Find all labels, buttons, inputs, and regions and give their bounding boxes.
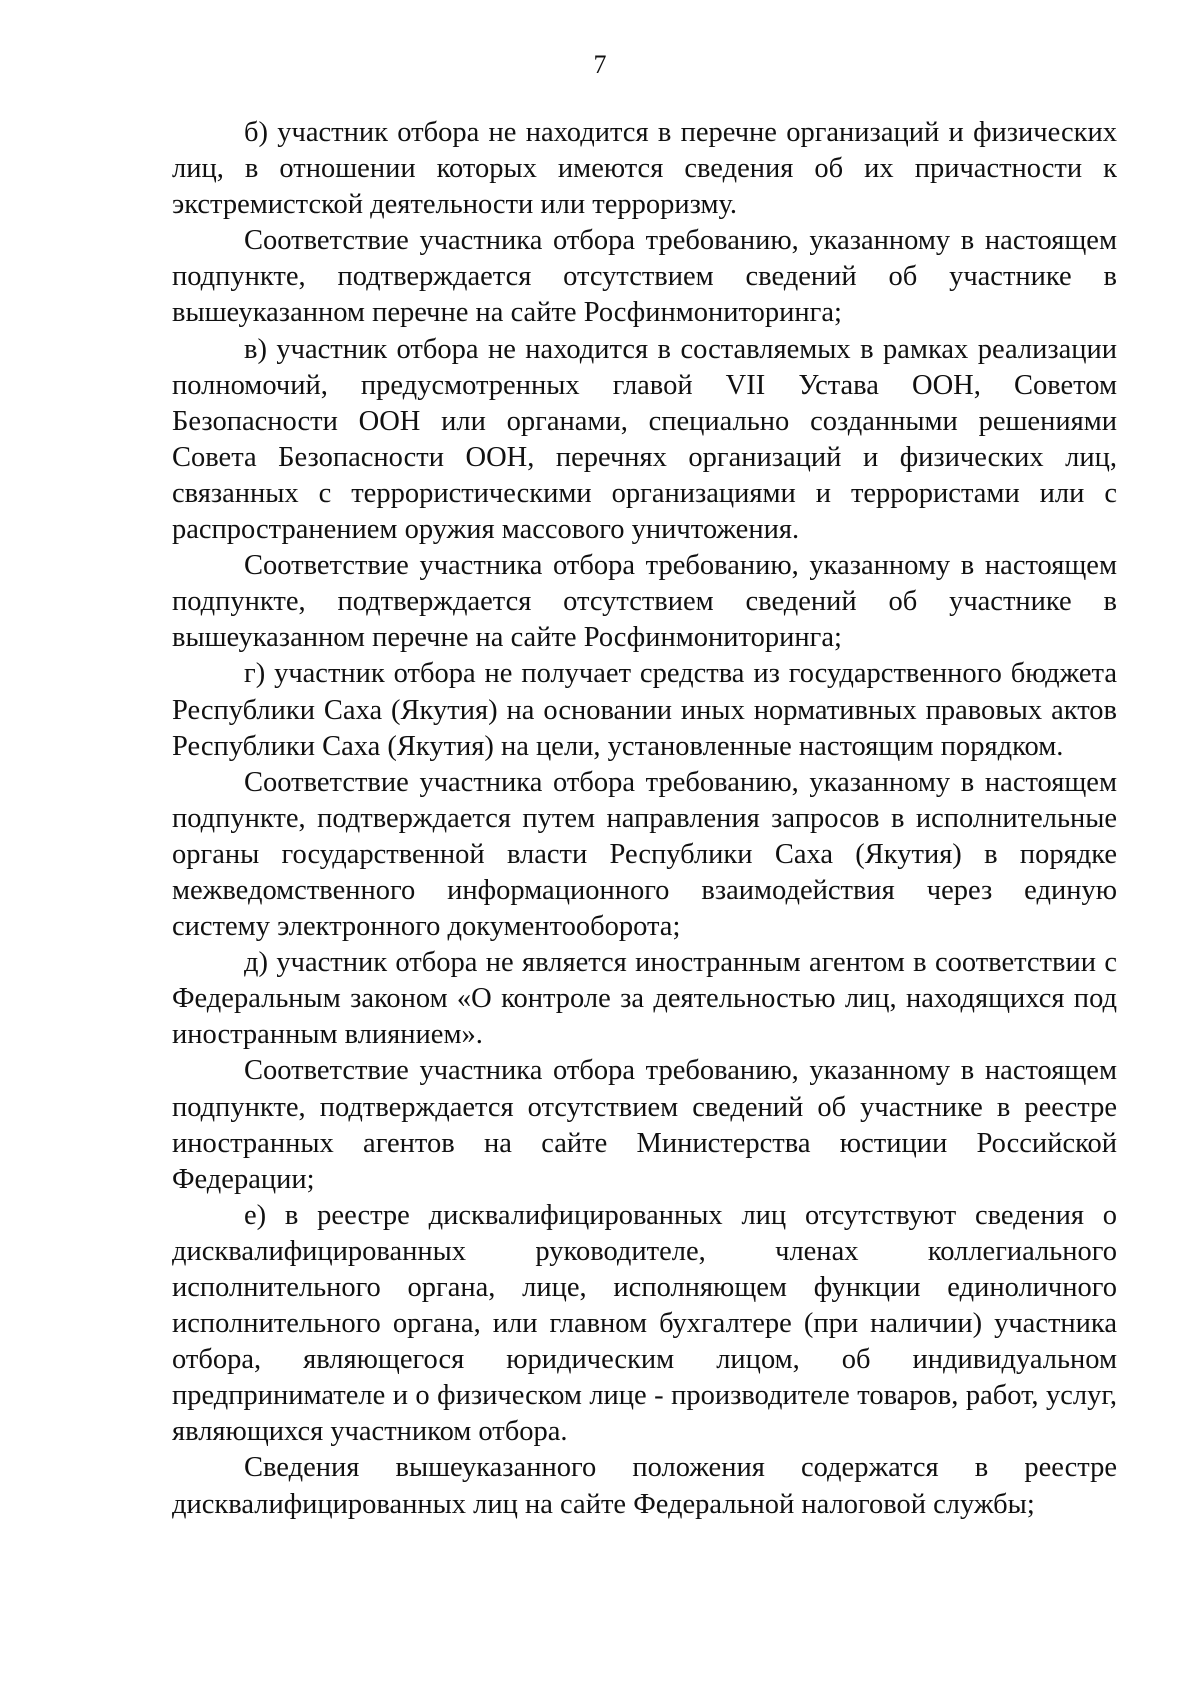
page-number: 7	[593, 50, 607, 79]
paragraph-item-d: д) участник отбора не является иностранным агентом в соответствии с Федеральным законом «О контроле за деятельностью лиц, находящихся под иностранным влиянием».	[172, 947, 1117, 1051]
paragraph-item-b: б) участник отбора не находится в перечне организаций и физических лиц, в отношении которых имеются сведения об их причастности к экстремистской деятельности или терроризму.	[172, 117, 1117, 221]
paragraph-item-v-compliance: Соответствие участника отбора требованию, указанному в настоящем подпункте, подтверждается отсутствием сведений об участнике в вышеуказанном перечне на сайте Росфинмониторинга;	[172, 550, 1117, 654]
paragraph-item-b-compliance: Соответствие участника отбора требованию, указанному в настоящем подпункте, подтверждается отсутствием сведений об участнике в вышеуказанном перечне на сайте Росфинмониторинга;	[172, 225, 1117, 329]
paragraph-item-e-compliance: Сведения вышеуказанного положения содержатся в реестре дисквалифицированных лиц на сайте Федеральной налоговой службы;	[172, 1452, 1117, 1520]
paragraph-item-g-compliance: Соответствие участника отбора требованию, указанному в настоящем подпункте, подтверждается путем направления запросов в исполнительные органы государственной власти Республики Саха (Якутия) в порядке межведомственного информационного взаимодействия через единую систему электронного документооборота;	[172, 766, 1117, 943]
paragraph-item-d-compliance: Соответствие участника отбора требованию, указанному в настоящем подпункте, подтверждается отсутствием сведений об участнике в реестре иностранных агентов на сайте Министерства юстиции Российской Федерации;	[172, 1055, 1117, 1195]
paragraph-item-e: е) в реестре дисквалифицированных лиц отсутствуют сведения о дисквалифицированных руководителе, членах коллегиального исполнительного органа, лице, исполняющем функции единоличного исполнительного органа, или главном бухгалтере (при наличии) участника отбора, являющегося юридическим лицом, об индивидуальном предпринимателе и о физическом лице - производителе товаров, работ, услуг, являющихся участником отбора.	[172, 1199, 1117, 1448]
document-body	[172, 115, 1117, 1523]
paragraph-item-g: г) участник отбора не получает средства из государственного бюджета Республики Саха (Якутия) на основании иных нормативных правовых актов Республики Саха (Якутия) на цели, установленные настоящим порядком.	[172, 658, 1117, 762]
paragraph-item-v: в) участник отбора не находится в составляемых в рамках реализации полномочий, предусмотренных главой VII Устава ООН, Советом Безопасности ООН или органами, специально созданными решениями Совета Безопасности ООН, перечнях организаций и физических лиц, связанных с террористическими организациями и террористами или с распространением оружия массового уничтожения.	[172, 333, 1117, 546]
